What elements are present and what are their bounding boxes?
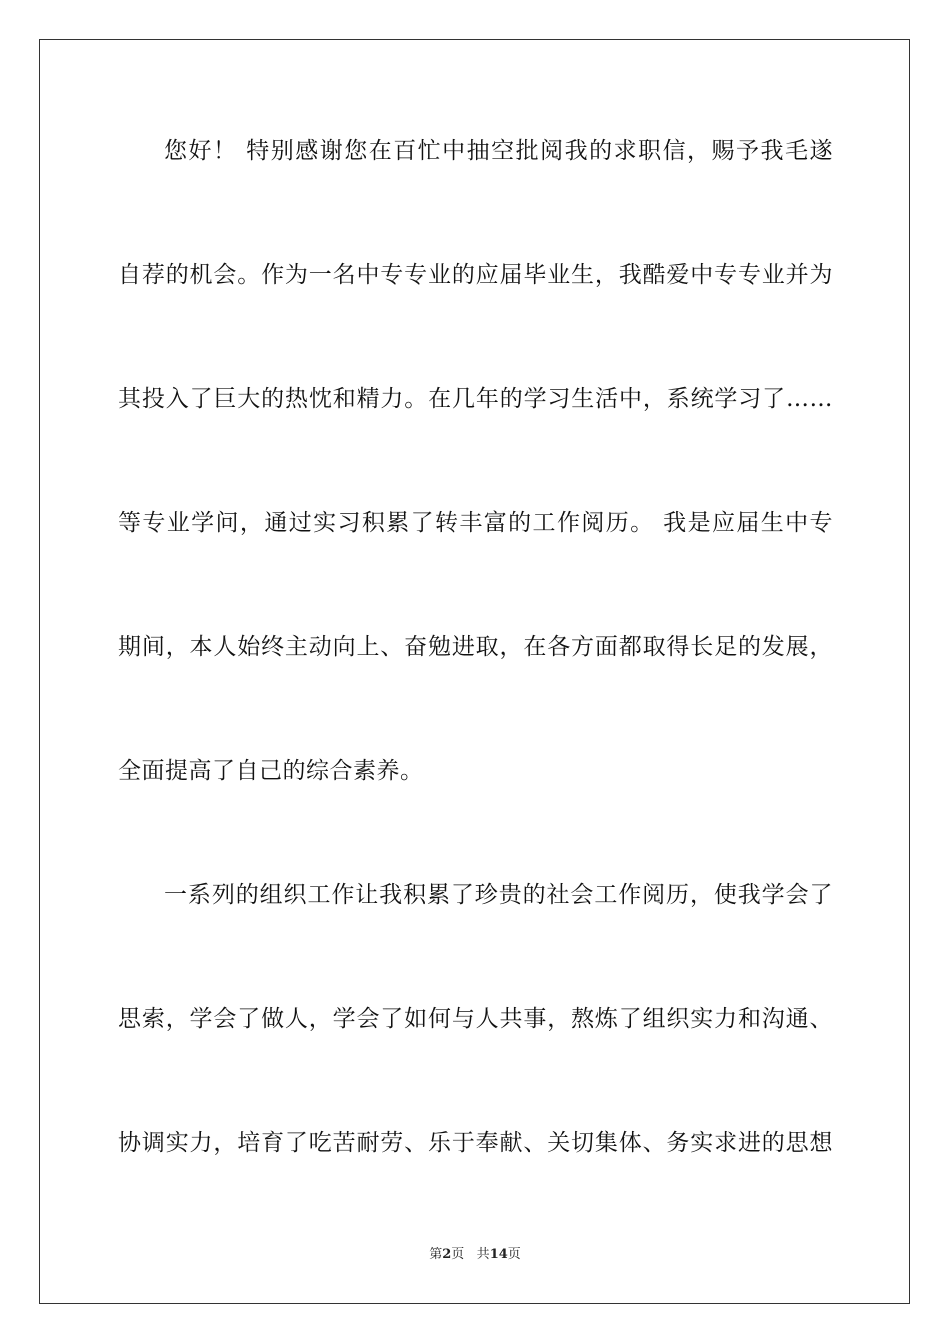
paragraph-2-line-1: 一系列的组织工作让我积累了珍贵的社会工作阅历，使我学会了 — [164, 882, 833, 908]
page-border — [39, 39, 910, 1304]
page-prefix: 第 — [429, 1247, 443, 1262]
total-suffix: 页 — [507, 1247, 521, 1262]
paragraph-1-line-2: 自荐的机会。作为一名中专专业的应届毕业生，我酷爱中专专业并为 — [118, 262, 833, 288]
paragraph-1-line-1: 您好！ 特别感谢您在百忙中抽空批阅我的求职信，赐予我毛遂 — [164, 138, 833, 164]
page-suffix: 页 — [451, 1247, 465, 1262]
paragraph-1-line-4: 等专业学问，通过实习积累了转丰富的工作阅历。 我是应届生中专 — [118, 510, 833, 536]
paragraph-2-line-3: 协调实力，培育了吃苦耐劳、乐于奉献、关切集体、务实求进的思想 — [118, 1130, 833, 1156]
paragraph-2-line-2: 思索，学会了做人，学会了如何与人共事，熬炼了组织实力和沟通、 — [118, 1006, 833, 1032]
page-number: 2 — [442, 1247, 452, 1262]
total-pages: 14 — [489, 1247, 508, 1262]
paragraph-1-line-5: 期间，本人始终主动向上、奋勉进取，在各方面都取得长足的发展， — [118, 634, 833, 660]
paragraph-1-line-6: 全面提高了自己的综合素养。 — [118, 758, 424, 784]
page-footer — [0, 1247, 950, 1263]
total-prefix: 共 — [476, 1247, 490, 1262]
paragraph-1-line-3: 其投入了巨大的热忱和精力。在几年的学习生活中，系统学习了…… — [118, 386, 833, 412]
